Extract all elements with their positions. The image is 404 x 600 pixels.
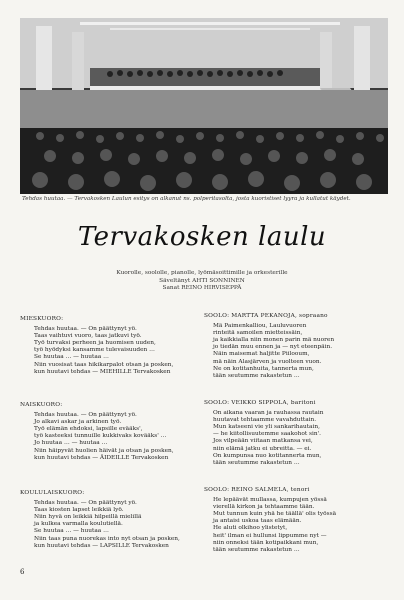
lyric-line: Ne on kotitanhuita, tannerta mun, xyxy=(213,365,314,372)
section-heading: MIESKUORO: xyxy=(20,316,64,322)
lyric-line: — he kiitollisuutemme saakohot sin'. xyxy=(213,431,322,438)
lyric-line: Tehdas huutaa. — On päättynyt yö. xyxy=(34,326,137,333)
lyric-line: Taas kiosten lapset leikkiä lyö. xyxy=(34,507,124,514)
lyric-line: huutavat tehtaamme vavahduttain. xyxy=(213,417,317,424)
subtitle xyxy=(0,270,404,293)
lyric-line: rinteitä samoilen mietteissäin, xyxy=(213,330,303,337)
lyric-line: Mut tunnun kuin yhä he täällä' olis työssä xyxy=(213,511,337,518)
lyric-line: Se huutaa … — huutaa … xyxy=(34,354,109,361)
lyric-line: Tehdas huutaa. — On päättynyt yö. xyxy=(34,412,137,419)
section-heading: NAISKUORO: xyxy=(20,402,63,408)
lyric-line: Työ turvaksi perheen ja huomisen uuden, xyxy=(34,340,156,347)
lyric-line: Se huutaa … — huutaa … xyxy=(34,528,109,535)
lyric-line: On aikana vaaran ja rauhassa rautain xyxy=(213,410,324,417)
lyric-line: He aluti olkihoo ylistetyt, xyxy=(213,525,288,532)
lyric-line: He lepäävät mullassa, kumpujen yössä xyxy=(213,497,327,504)
section-naiskuoro xyxy=(20,402,200,462)
lyric-line: niin onneksi tään kotipaikkani mun, xyxy=(213,539,319,546)
lyric-line: niin elämä jatku ei ubreitta. — ei. xyxy=(213,445,312,452)
lyric-line: kun huutavi tehdas — LAPSILLE Tervakosken xyxy=(34,542,169,549)
section-heading: SOOLO: VEIKKO SIPPOLA, baritoni xyxy=(204,400,316,406)
lyric-line: tään seutumme rakastetun … xyxy=(213,546,300,553)
concert-photo xyxy=(20,18,388,194)
section-soolo-sopraano xyxy=(204,313,384,380)
lyric-line: ja kaikkialla niin monen parin mä nuoren xyxy=(213,337,335,344)
lyric-line: työ kasteeksi tunnuille kukkivaks kovääks' … xyxy=(34,433,167,440)
lyric-line: Jo alkavi askar ja arkinen työ. xyxy=(34,419,122,426)
lyric-line: Niin hyvä on leikkiä hilpeillä mielillä xyxy=(34,514,142,521)
photo-caption: Tehdas huutaa. — Tervakosken Laulun esitys on alkanut ns. polperitasolta, josta kuoristiset lyyra ja kullatut käydet. xyxy=(22,196,351,202)
page-title: Tervakosken laulu xyxy=(77,222,327,252)
lyric-line: Näin maisemat haljitte Piilooum, xyxy=(213,351,310,358)
lyric-line: On kumpunsa nuo kotitannerta mun, xyxy=(213,452,322,459)
lyric-line: Niin taas puna nuorekas into nyt otsan ja posken, xyxy=(34,535,180,542)
subtitle-line: Sanat REINO HIRVISEPPÄ xyxy=(162,285,242,292)
lyric-line: kun huutavi tehdas — ÄIDEILLE Tervakosken xyxy=(34,454,169,461)
lyric-line: ja antaisi uskoa taas elämään. xyxy=(213,518,302,525)
lyric-line: Työ elämän ehdoksi, lapsille evääks', xyxy=(34,426,143,433)
lyric-line: ja kulkea varmalla koulutiellä. xyxy=(34,521,123,528)
lyric-line: jo tiedän muu ennen ja — nyt eteenpäin. xyxy=(213,344,333,351)
lyric-line: mä näin Alasjärven ja vuolteen vuon. xyxy=(213,358,322,365)
lyric-line: tään seutumme rakastetun … xyxy=(213,372,300,379)
section-soolo-baritoni xyxy=(204,400,384,467)
section-heading: SOOLO: REINO SALMELA, tenori xyxy=(204,487,310,493)
lyric-line: kun huutavi tehdas — MIEHILLE Tervakosken xyxy=(34,368,171,375)
lyric-line: Mä Paimenkalliou, Lauluvuoren xyxy=(213,323,307,330)
lyric-line: Niin häipyvät huolien häivät ja otsan ja posken, xyxy=(34,447,174,454)
subtitle-line: Säveltänyt AHTI SONNINEN xyxy=(159,277,245,284)
lyric-line: työ hyödyksi kansamme tulevaisuuden … xyxy=(34,347,155,354)
lyric-line: Jo huutaa … — huutaa … xyxy=(34,440,108,447)
lyric-line: tään seutumme rakastetun … xyxy=(213,459,300,466)
lyric-line: Mun katseeni vie yli sankarihautain, xyxy=(213,424,320,431)
lyric-line: vierellä kirkon ja tehtaamme tään. xyxy=(213,504,315,511)
lyric-line: Taas vaihtuvi vuoro, taas jatkuvi työ. xyxy=(34,333,142,340)
subtitle-line: Kuorolle, soololle, pianolle, lyömäsoittimille ja orkesterille xyxy=(116,270,288,276)
lyric-line: Niin vuosisat taas hikikarpalot otsan ja posken, xyxy=(34,361,174,368)
section-heading: KOULULAISKUORO: xyxy=(20,490,85,496)
lyric-line: Tehdas huutaa. — On päättynyt yö. xyxy=(34,500,137,507)
section-koululaiskuoro xyxy=(20,490,200,550)
section-soolo-tenori xyxy=(204,487,384,554)
lyric-line: heit' ilman ei hullunsi lippumme nyt — xyxy=(213,532,327,539)
page-number: 6 xyxy=(20,568,25,576)
section-heading: SOOLO: MARTTA PEKANOJA, sopraano xyxy=(204,313,328,319)
lyric-line: Jos vilpeään viitaan matkansa vei, xyxy=(213,438,313,445)
section-mieskuoro xyxy=(20,316,200,376)
